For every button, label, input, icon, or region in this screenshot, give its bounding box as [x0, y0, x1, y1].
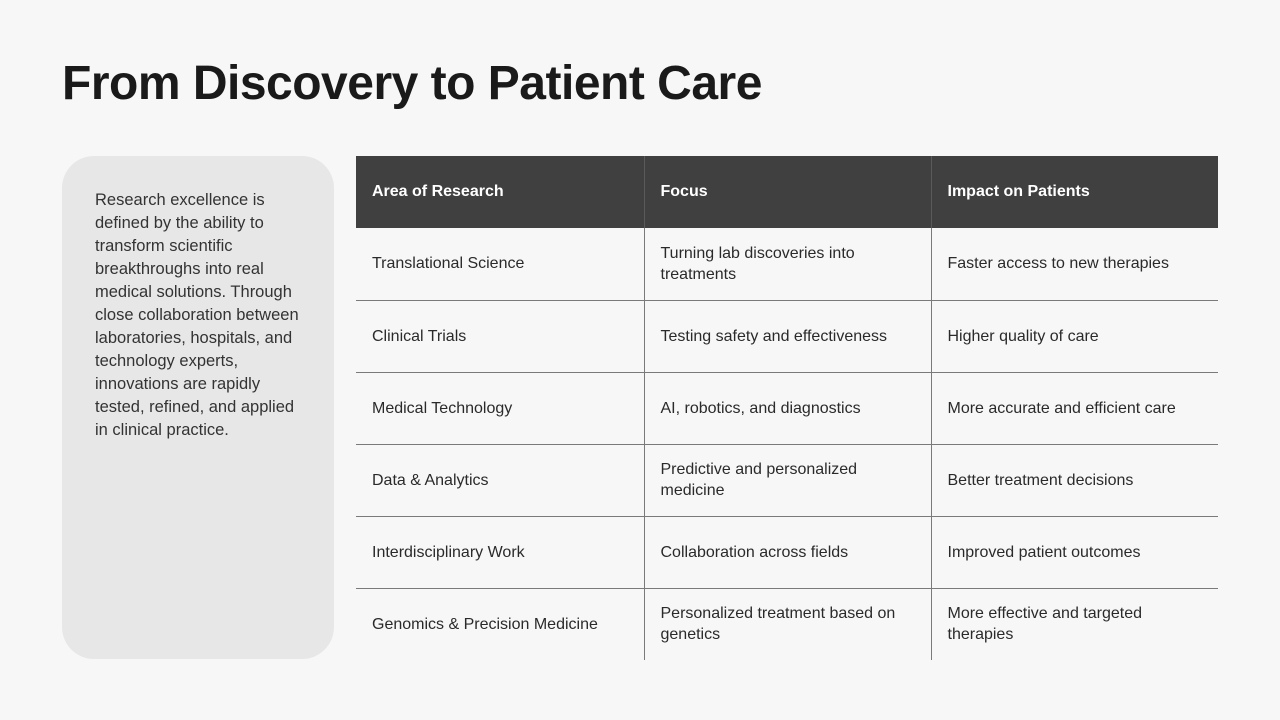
cell-impact: Improved patient outcomes	[931, 516, 1218, 588]
intro-text: Research excellence is defined by the ability to transform scientific breakthroughs into real medical solutions. Through close collaboration between laboratories, hospitals, and technology experts, innovations are rapidly tested, refined, and applied in clinical practice.	[95, 191, 299, 439]
cell-focus: Predictive and personalized medicine	[644, 444, 931, 516]
cell-area: Interdisciplinary Work	[356, 516, 644, 588]
cell-focus: Personalized treatment based on genetics	[644, 588, 931, 660]
cell-impact: Faster access to new therapies	[931, 228, 1218, 300]
table-row	[356, 228, 1218, 300]
cell-area: Data & Analytics	[356, 444, 644, 516]
table-row	[356, 516, 1218, 588]
cell-area: Genomics & Precision Medicine	[372, 615, 598, 633]
table-row	[356, 300, 1218, 372]
cell-focus: Testing safety and effectiveness	[644, 300, 931, 372]
table-header-row	[356, 156, 1218, 228]
intro-panel	[62, 156, 334, 659]
cell-focus: Collaboration across fields	[644, 516, 931, 588]
cell-area: Clinical Trials	[356, 300, 644, 372]
table-row	[356, 588, 1218, 660]
cell-focus: AI, robotics, and diagnostics	[644, 372, 931, 444]
cell-impact: Better treatment decisions	[931, 444, 1218, 516]
table-row	[356, 444, 1218, 516]
cell-impact: More accurate and efficient care	[931, 372, 1218, 444]
slide-title: From Discovery to Patient Care	[62, 57, 762, 110]
header-focus: Focus	[644, 156, 931, 228]
header-impact-on-patients: Impact on Patients	[931, 156, 1218, 228]
cell-focus: Turning lab discoveries into treatments	[644, 228, 931, 300]
cell-impact: More effective and targeted therapies	[931, 588, 1218, 660]
cell-impact: Higher quality of care	[931, 300, 1218, 372]
cell-area: Medical Technology	[356, 372, 644, 444]
cell-area: Translational Science	[356, 228, 644, 300]
research-table	[356, 156, 1218, 660]
header-area-of-research: Area of Research	[356, 156, 644, 228]
table-row	[356, 372, 1218, 444]
